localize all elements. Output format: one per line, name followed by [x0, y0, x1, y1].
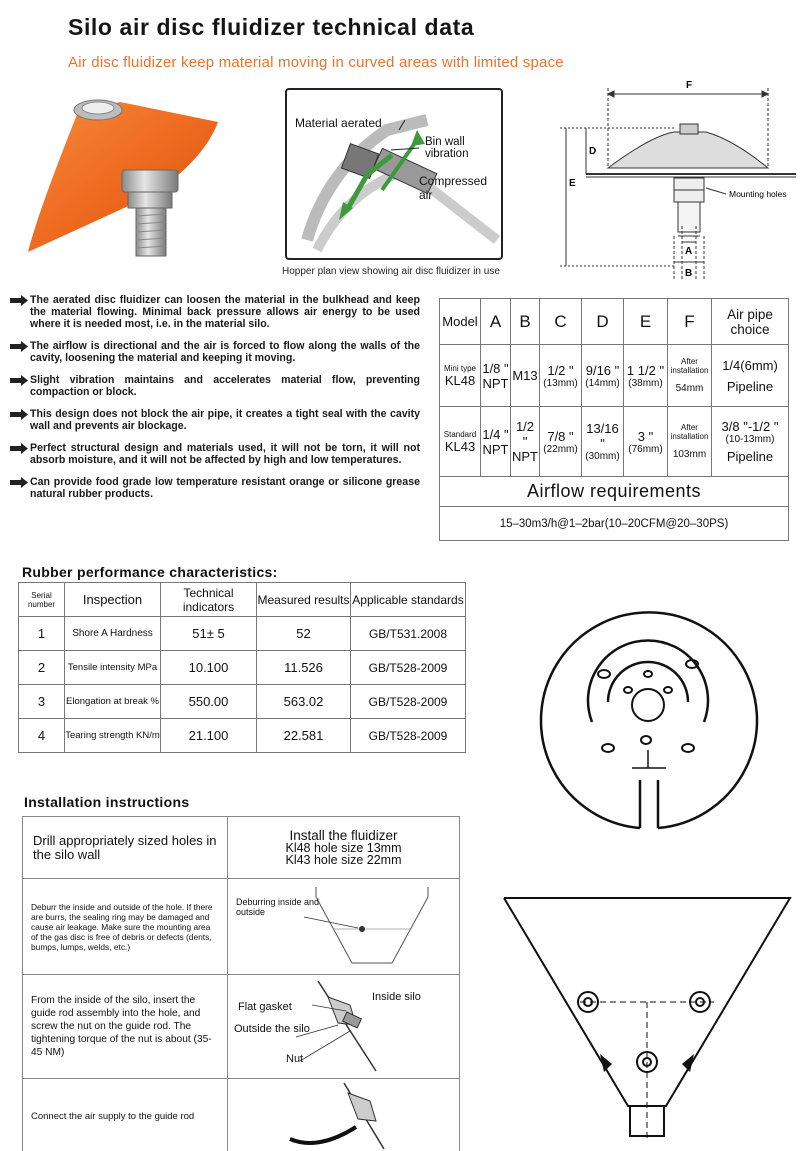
install-step-4: Connect the air supply to the guide rod: [23, 1079, 228, 1151]
spec-cell: 13/16 " (30mm): [582, 407, 624, 477]
disc-top-view: [528, 590, 768, 832]
rubber-header-row: [19, 583, 466, 617]
spec-cell: 7/8 " (22mm): [540, 407, 582, 477]
spec-header-cell: Model: [440, 299, 481, 345]
feature-item: Slight vibration maintains and accelerates material flow, preventing compaction or block.: [10, 374, 420, 398]
install-step-row: [23, 879, 460, 975]
feature-item: The airflow is directional and the air is forced to flow along the walls of the cavity, loosening the material and keeping it moving.: [10, 340, 420, 364]
spec-cell: Standard KL43: [440, 407, 481, 477]
spec-cell: 3/8 "-1/2 " (10-13mm) Pipeline: [712, 407, 789, 477]
arrow-right-icon: [10, 295, 30, 306]
rubber-header-cell: Serial number: [19, 583, 65, 617]
spec-cell: 1/2 " NPT: [511, 407, 540, 477]
airflow-title: Airflow requirements: [440, 477, 789, 507]
spec-cell: After installation 103mm: [668, 407, 712, 477]
arrow-right-icon: [10, 375, 30, 386]
install-step-2-figure: [228, 879, 460, 975]
arrow-right-icon: [10, 341, 30, 352]
hopper-diagram: [285, 88, 503, 260]
page-subtitle: Air disc fluidizer keep material moving in curved areas with limited space: [68, 54, 564, 71]
air-supply-drawing: [228, 1079, 460, 1151]
diagram-caption: Hopper plan view showing air disc fluidizer in use: [282, 266, 500, 277]
dim-label-d: D: [589, 146, 597, 157]
install-step-row: [23, 975, 460, 1079]
spec-cell: After installation 54mm: [668, 345, 712, 407]
spec-cell: 1/4(6mm) Pipeline: [712, 345, 789, 407]
spec-header-cell: E: [624, 299, 668, 345]
install-step-4-figure: [228, 1079, 460, 1151]
dim-label-e: E: [569, 178, 576, 189]
spec-header-cell: C: [540, 299, 582, 345]
spec-header-cell: B: [511, 299, 540, 345]
install-step-1: Drill appropriately sized holes in the silo wall: [23, 817, 228, 879]
install-step-3-figure: [228, 975, 460, 1079]
rubber-section-title: Rubber performance characteristics:: [22, 564, 278, 580]
spec-header-cell: D: [582, 299, 624, 345]
install-step-row: [23, 817, 460, 879]
dim-label-f: F: [686, 80, 693, 91]
spec-cell: Mini type KL48: [440, 345, 481, 407]
feature-item: Can provide food grade low temperature resistant orange or silicone grease natural rubber products.: [10, 476, 420, 500]
flat-gasket-label: Flat gasket: [238, 1001, 292, 1013]
rubber-header-cell: Applicable standards: [351, 583, 466, 617]
dim-label-b: B: [685, 268, 693, 279]
bin-wall-vibration-label: Bin wall vibration: [425, 136, 469, 160]
rubber-row: 1 Shore A Hardness 51± 5 52 GB/T531.2008: [19, 617, 466, 651]
spec-cell: 3 " (76mm): [624, 407, 668, 477]
install-step-3: From the inside of the silo, insert the guide rod assembly into the hole, and screw the nut on the guide rod. The tightening torque of the nut is about (35-45 NM): [23, 975, 228, 1079]
feature-list: [10, 294, 420, 510]
spec-cell: 1/4 " NPT: [481, 407, 511, 477]
arrow-right-icon: [10, 443, 30, 454]
mounting-holes-label: Mounting holes: [729, 189, 787, 199]
product-photo: [28, 92, 228, 262]
install-step-2: Deburr the inside and outside of the hole. If there are burrs, the sealing ring may be damaged and cause air leakage. Make sure the mounting area of the gas disc is free of debris or defects (dents, bumps, lumps, welds, etc.): [23, 879, 228, 975]
install-step-row: [23, 1079, 460, 1151]
hopper-front-view: [500, 892, 796, 1142]
page-title: Silo air disc fluidizer technical data: [68, 14, 475, 40]
rubber-row: 3 Elongation at break % 550.00 563.02 GB/T528-2009: [19, 685, 466, 719]
airflow-value: 15–30m3/h@1–2bar(10–20CFM@20–30PS): [440, 507, 789, 541]
spec-header-cell: A: [481, 299, 511, 345]
rubber-header-cell: Measured results: [257, 583, 351, 617]
arrow-right-icon: [10, 477, 30, 488]
spec-cell: 1 1/2 " (38mm): [624, 345, 668, 407]
install-step-1-detail: Install the fluidizer Kl48 hole size 13mm Kl43 hole size 22mm: [228, 817, 460, 879]
spec-row: [440, 345, 789, 407]
rubber-header-cell: Inspection: [65, 583, 161, 617]
rubber-row: 4 Tearing strength KN/m 21.100 22.581 GB/T528-2009: [19, 719, 466, 753]
inside-silo-label: Inside silo: [372, 991, 421, 1003]
dim-label-a: A: [685, 246, 693, 257]
installation-table: [22, 816, 460, 1151]
arrow-right-icon: [10, 409, 30, 420]
spec-table: [439, 298, 789, 541]
spec-cell: 9/16 " (14mm): [582, 345, 624, 407]
outside-silo-label: Outside the silo: [234, 1023, 310, 1035]
feature-item: The aerated disc fluidizer can loosen the material in the bulkhead and keep the material flowing. Minimal back pressure allows air energy to be used where it is needed most, i.e. in the material silo.: [10, 294, 420, 330]
airflow-value-row: [440, 507, 789, 541]
compressed-air-label: Compressed air: [419, 174, 488, 202]
spec-header-cell: Air pipe choice: [712, 299, 789, 345]
spec-cell: 1/8 " NPT: [481, 345, 511, 407]
spec-cell: M13: [511, 345, 540, 407]
dimension-drawing: [556, 76, 796, 286]
deburring-label: Deburring inside and outside: [236, 897, 320, 917]
spec-cell: 1/2 " (13mm): [540, 345, 582, 407]
rubber-header-cell: Technical indicators: [161, 583, 257, 617]
installation-title: Installation instructions: [24, 794, 190, 810]
rubber-row: 2 Tensile intensity MPa 10.100 11.526 GB/T528-2009: [19, 651, 466, 685]
spec-header-cell: F: [668, 299, 712, 345]
feature-item: This design does not block the air pipe, it creates a tight seal with the cavity wall and prevents air blockage.: [10, 408, 420, 432]
nut-label: Nut: [286, 1053, 304, 1065]
material-aerated-label: Material aerated: [295, 116, 382, 130]
airflow-title-row: [440, 477, 789, 507]
spec-row: [440, 407, 789, 477]
spec-header-row: [440, 299, 789, 345]
feature-item: Perfect structural design and materials used, it will not be torn, it will not absorb moisture, and it will not be affected by high and low temperatures.: [10, 442, 420, 466]
rubber-table: [18, 582, 466, 753]
